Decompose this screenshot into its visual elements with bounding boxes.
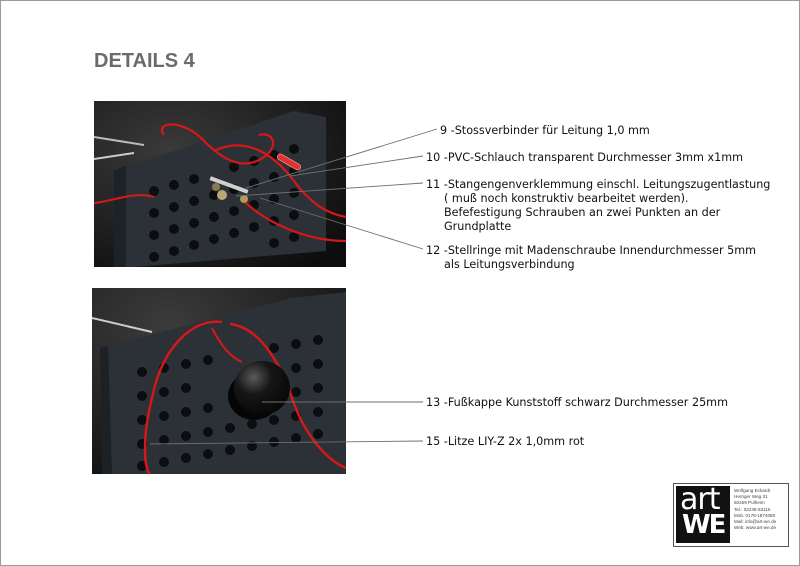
callout-9 <box>440 124 650 138</box>
callout-10 <box>426 151 743 165</box>
detail-photo-top <box>94 101 346 267</box>
detail-photo-bottom <box>92 288 346 474</box>
logo-mark-top: art <box>680 482 720 517</box>
callout-15-text: 15 -Litze LIY-Z 2x 1,0mm rot <box>426 435 585 448</box>
company-logo <box>673 483 789 547</box>
callout-13 <box>426 396 728 410</box>
logo-address <box>734 488 776 531</box>
logo-mark <box>676 482 730 543</box>
address-line: Tel.: 02238-53115 <box>734 506 771 512</box>
callout-13-text: 13 -Fußkappe Kunststoff schwarz Durchmesser 25mm <box>426 396 728 409</box>
callout-12-line-1: 12 -Stellringe mit Madenschraube Innendurchmesser 5mm <box>426 244 757 257</box>
callout-11-line-2: ( muß noch konstruktiv bearbeitet werden). <box>444 192 689 205</box>
callout-11-line-4: Grundplatte <box>444 220 512 233</box>
page-title: DETAILS 4 <box>94 50 195 72</box>
logo-mark-bottom: WE <box>682 510 725 540</box>
address-line: Herriger Weg 31 <box>734 494 768 500</box>
address-line: Mail: info@art-we.de <box>734 519 777 525</box>
callout-12-line-2: als Leitungsverbindung <box>444 258 575 271</box>
callout-11 <box>426 178 770 234</box>
callout-10-text: 10 -PVC-Schlauch transparent Durchmesser 3mm x1mm <box>426 151 744 164</box>
callout-11-line-1: 11 -Stangengenverklemmung einschl. Leitungszugentlastung <box>426 178 771 191</box>
address-line: Mob. 0178-1874080 <box>734 512 776 518</box>
address-line: Web: www.art-we.de <box>734 525 777 531</box>
address-line: 50259 Pulheim <box>734 500 765 506</box>
callout-12 <box>426 244 756 272</box>
callout-11-line-3: Befefestigung Schrauben an zwei Punkten an der <box>444 206 721 219</box>
callout-9-text: 9 -Stossverbinder für Leitung 1,0 mm <box>440 124 650 137</box>
callout-15 <box>426 435 584 449</box>
address-line: Wolfgang Eckardt <box>734 488 771 493</box>
